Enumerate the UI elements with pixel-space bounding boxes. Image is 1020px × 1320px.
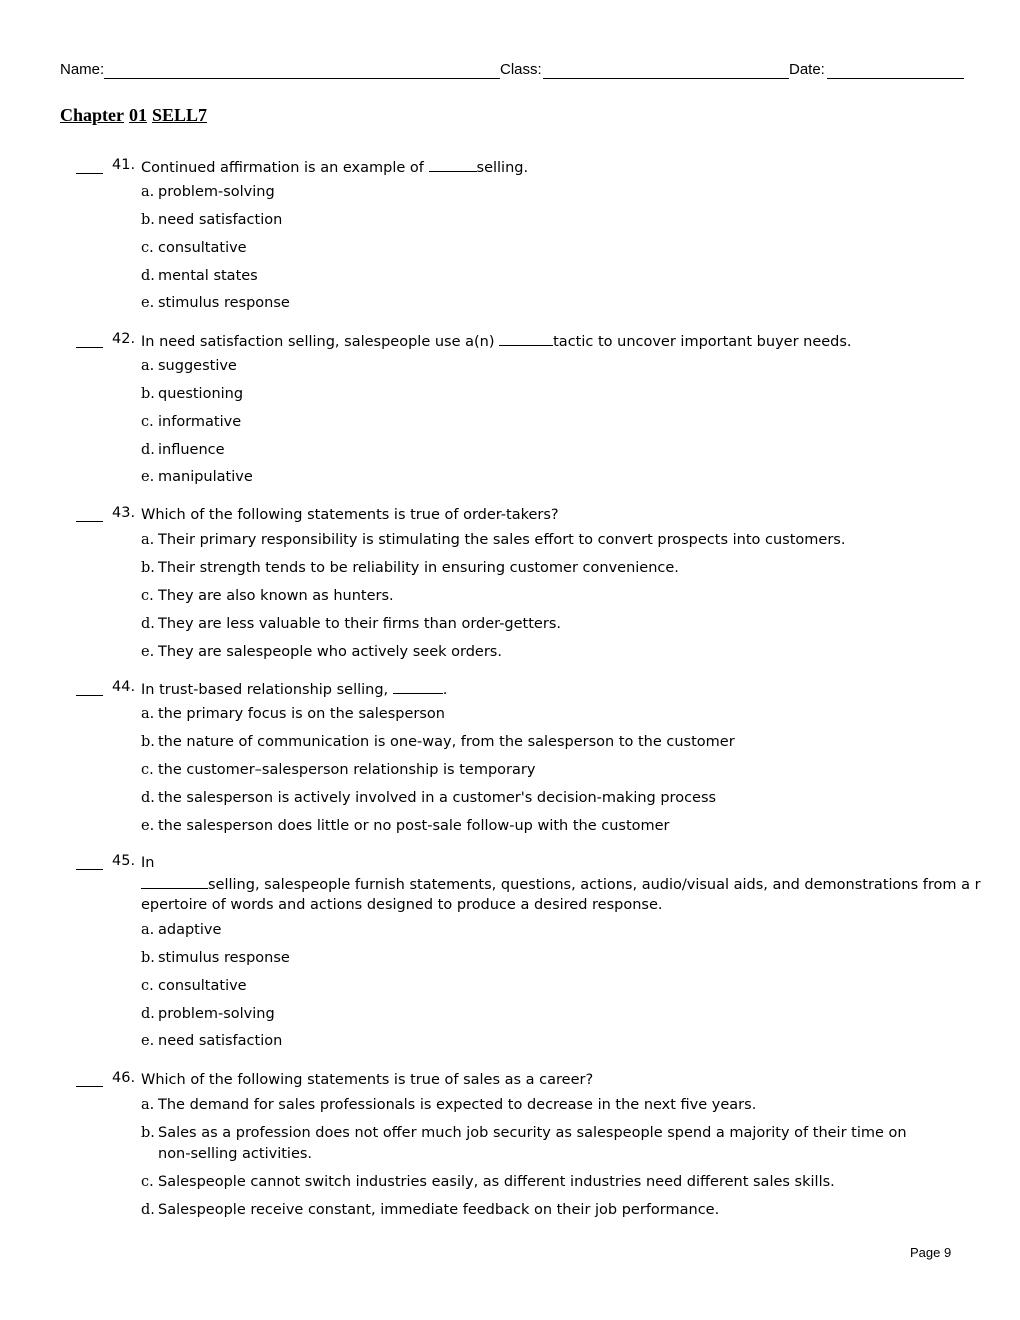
chapter-word: Chapter (60, 105, 124, 125)
question-stem: In trust-based relationship selling, . (141, 679, 956, 701)
question-number: 43. (112, 505, 136, 521)
chapter-number: 01 (129, 105, 147, 125)
answer-blank[interactable] (76, 869, 103, 870)
question-number: 41. (112, 157, 136, 173)
chapter-code: SELL7 (152, 105, 208, 125)
answer-blank[interactable] (76, 695, 103, 696)
question-stem: Continued affirmation is an example of selling. (141, 157, 956, 179)
question-stem: Which of the following statements is true of sales as a career? (141, 1072, 594, 1088)
question-stem: Which of the following statements is true of order-takers? (141, 507, 559, 523)
question-stem-line-2: selling, salespeople furnish statements, questions, actions, audio/visual aids, and demonstrations from a r (141, 874, 956, 896)
fill-blank (499, 331, 553, 346)
question-stem-line-3: epertoire of words and actions designed to produce a desired response. (141, 897, 663, 913)
question-number: 44. (112, 679, 136, 695)
class-field[interactable] (543, 78, 789, 79)
question-number: 45. (112, 853, 136, 869)
name-label: Name: (60, 61, 105, 78)
date-field[interactable] (827, 78, 964, 79)
answer-blank[interactable] (76, 347, 103, 348)
page-number: Page 9 (910, 1245, 952, 1260)
question-stem: In need satisfaction selling, salespeople use a(n) tactic to uncover important buyer needs. (141, 331, 956, 353)
date-label: Date: (789, 61, 825, 78)
answer-blank[interactable] (76, 173, 103, 174)
fill-blank (141, 874, 208, 889)
chapter-title (60, 105, 212, 126)
student-info-header (60, 61, 964, 81)
answer-blank[interactable] (76, 1086, 103, 1087)
fill-blank (393, 679, 443, 694)
class-label: Class: (500, 61, 542, 78)
question-number: 46. (112, 1070, 136, 1086)
answer-blank[interactable] (76, 521, 103, 522)
fill-blank (429, 157, 477, 172)
question-stem-line-1: In (141, 855, 155, 871)
name-field[interactable] (104, 78, 500, 79)
question-number: 42. (112, 331, 136, 347)
